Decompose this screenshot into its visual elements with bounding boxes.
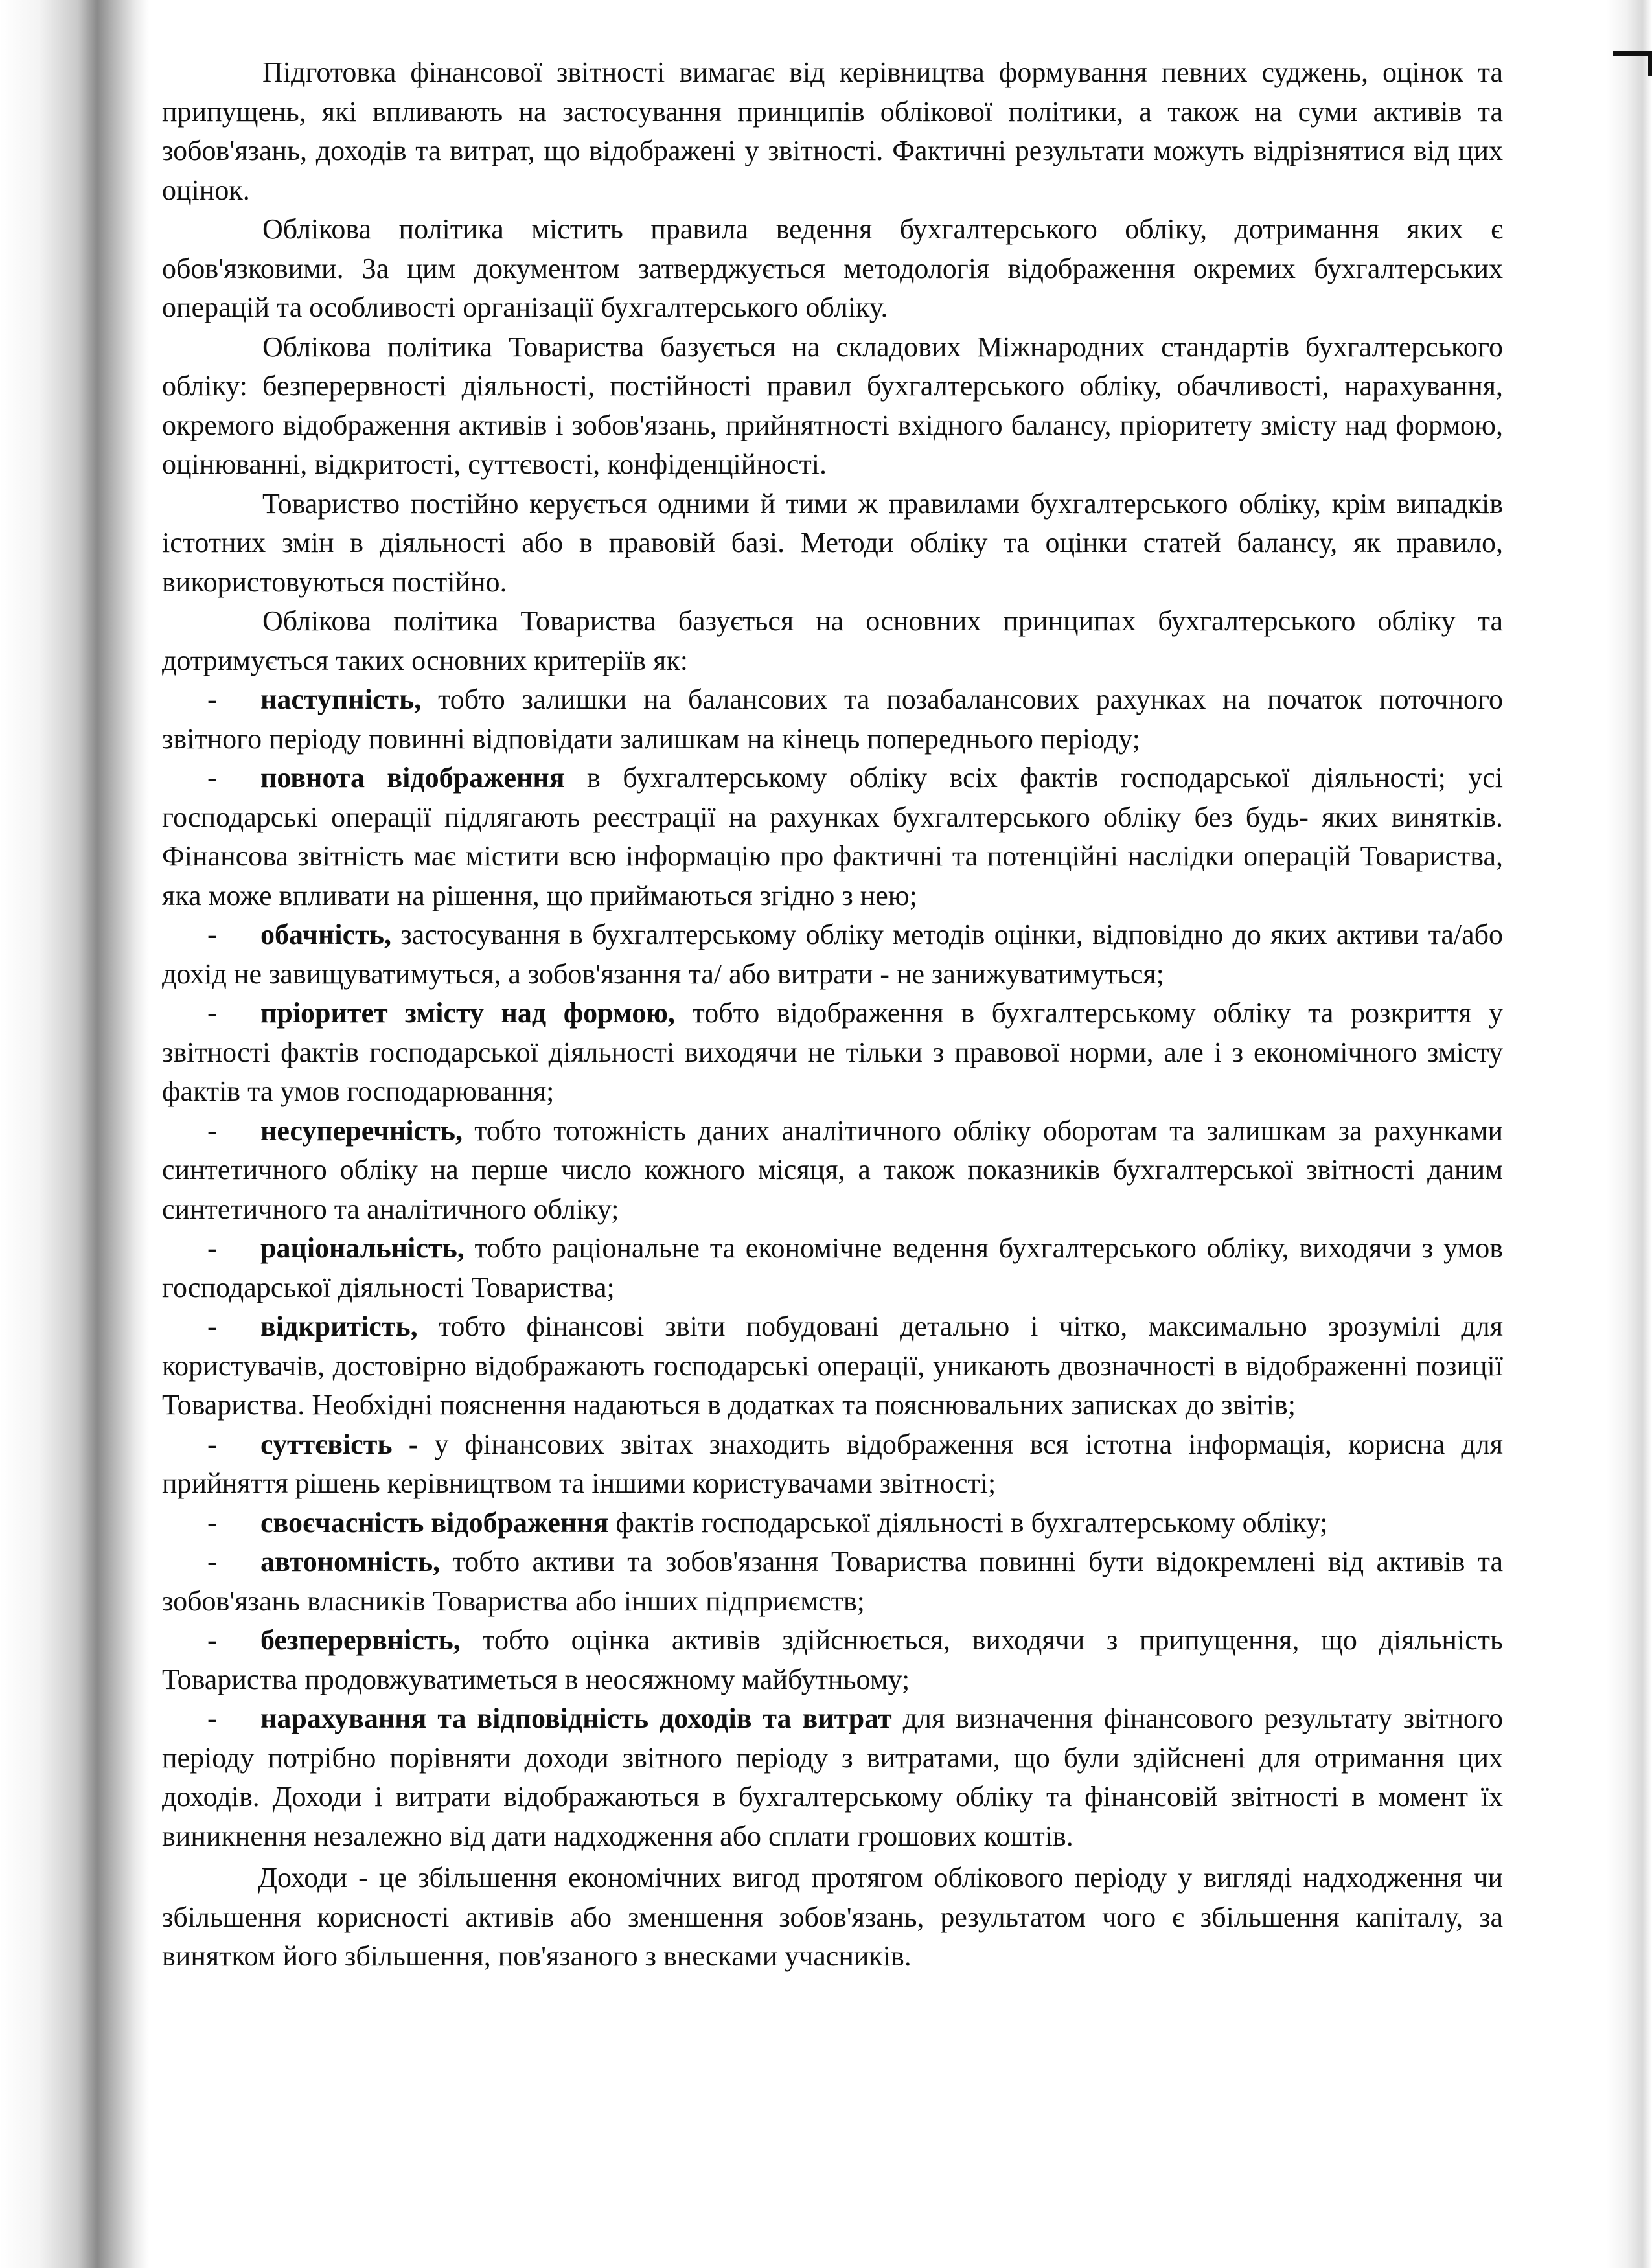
- criterion-text: тобто фінансові звіти побудовані детально і чітко, максимально зрозумілі для користувачів, достовірно відображають господарські операції, уникають двозначності в відображенні позиції Товариства. Необхідні пояснення надаються в додатках та пояснювальних записках до звітів;: [162, 1311, 1503, 1421]
- criterion-term: суттєвість -: [260, 1428, 419, 1460]
- criterion-item: [162, 1621, 1503, 1699]
- criterion-term: нарахування та відповідність доходів та витрат: [260, 1702, 892, 1734]
- paragraph-income-definition: Доходи - це збільшення економічних вигод протягом облікового періоду у вигляді надходження чи збільшення корисності активів або зменшення зобов'язань, результатом чого є збільшення капіталу, за винятком його збільшення, пов'язаного з внесками учасників.: [162, 1862, 1503, 1972]
- criterion-item: [162, 1504, 1503, 1543]
- list-dash: -: [207, 1506, 217, 1539]
- scan-shadow-left: [0, 0, 149, 2268]
- list-dash: -: [207, 762, 217, 794]
- list-dash: -: [207, 1114, 217, 1147]
- list-dash: -: [207, 1232, 217, 1264]
- criterion-text: у фінансових звітах знаходить відображення вся істотна інформація, корисна для прийняття рішень керівництвом та іншими користувачами звітності;: [162, 1428, 1503, 1499]
- criterion-text: тобто раціональне та економічне ведення бухгалтерського обліку, виходячи з умов господарської діяльності Товариства;: [162, 1232, 1503, 1303]
- paragraph-policy-rules: Облікова політика містить правила ведення бухгалтерського обліку, дотримання яких є обов'язковими. За цим документом затверджується методологія відображення окремих бухгалтерських операцій та особливості організації бухгалтерського обліку.: [162, 213, 1503, 323]
- criterion-text: тобто залишки на балансових та позабалансових рахунках на початок поточного звітного періоду повинні відповідати залишкам на кінець попереднього періоду;: [162, 683, 1503, 755]
- list-dash: -: [207, 1428, 217, 1460]
- criterion-item: [162, 915, 1503, 994]
- paragraph-policy-standards: Облікова політика Товариства базується на складових Міжнародних стандартів бухгалтерського обліку: безперервності діяльності, постійності правил бухгалтерського обліку, обачливості, нарахування, окремого відображення активів і зобов'язань, прийнятності вхідного балансу, пріоритету змісту над формою, оцінюванні, відкритості, суттєвості, конфіденційності.: [162, 330, 1503, 480]
- scan-corner-mark-vertical: [1648, 51, 1652, 76]
- criterion-term: автономність,: [260, 1546, 441, 1577]
- list-dash: -: [207, 1546, 217, 1577]
- criterion-term: несуперечність,: [260, 1114, 463, 1147]
- criterion-term: безперервність,: [260, 1624, 461, 1656]
- list-dash: -: [207, 1702, 217, 1734]
- scan-corner-mark: [1613, 51, 1652, 56]
- list-dash: -: [207, 997, 217, 1029]
- list-dash: -: [207, 683, 217, 715]
- paragraph-criteria-intro: Облікова політика Товариства базується на основних принципах бухгалтерського обліку та дотримується таких основних критеріїв як:: [162, 605, 1503, 676]
- criterion-item: [162, 1699, 1503, 1856]
- criterion-text: для визначення фінансового результату звітного періоду потрібно порівняти доходи звітного періоду з витратами, що були здійснені для отримання цих доходів. Доходи і витрати відображаються в бухгалтерському обліку та фінансовій звітності в момент їх виникнення незалежно від дати надходження або сплати грошових коштів.: [162, 1702, 1503, 1852]
- criterion-text: тобто оцінка активів здійснюється, виходячи з припущення, що діяльність Товариства продовжуватиметься в неосяжному майбутньому;: [162, 1624, 1503, 1695]
- paragraph-estimates: Підготовка фінансової звітності вимагає від керівництва формування певних суджень, оцінок та припущень, які впливають на застосування принципів облікової політики, а також на суми активів та зобов'язань, доходів та витрат, що відображені у звітності. Фактичні результати можуть відрізнятися від цих оцінок.: [162, 56, 1503, 206]
- criterion-item: [162, 1542, 1503, 1621]
- criterion-term: раціональність,: [260, 1232, 465, 1264]
- criterion-term: наступність,: [260, 683, 422, 715]
- scan-shadow-right: [1607, 0, 1652, 2268]
- criterion-item: [162, 1229, 1503, 1307]
- list-dash: -: [207, 1624, 217, 1656]
- criterion-item: [162, 1307, 1503, 1425]
- criterion-text: тобто відображення в бухгалтерському обліку та розкриття у звітності фактів господарської діяльності виходячи не тільки з правової норми, але і з економічного змісту фактів та умов господарювання;: [162, 997, 1503, 1107]
- list-dash: -: [207, 919, 217, 950]
- criterion-term: відкритість,: [260, 1311, 418, 1342]
- criterion-text: тобто активи та зобов'язання Товариства повинні бути відокремлені від активів та зобов'язань власників Товариства або інших підприємств;: [162, 1546, 1503, 1617]
- criterion-item: [162, 1112, 1503, 1230]
- criterion-text: в бухгалтерському обліку всіх фактів господарської діяльності; усі господарські операції підлягають реєстрації на рахунках бухгалтерського обліку без будь- яких винятків. Фінансова звітність має містити всю інформацію про фактичні та потенційні наслідки операцій Товариства, яка може впливати на рішення, що приймаються згідно з нею;: [162, 762, 1504, 911]
- document-page: [162, 53, 1503, 1976]
- list-dash: -: [207, 1311, 217, 1342]
- criterion-text: тобто тотожність даних аналітичного обліку оборотам та залишкам за рахунками синтетичного обліку на перше число кожного місяця, а також показників бухгалтерської звітності даним синтетичного та аналітичного обліку;: [162, 1114, 1503, 1225]
- criterion-item: [162, 759, 1503, 915]
- criterion-term: обачність,: [260, 919, 392, 950]
- paragraph-consistency: Товариство постійно керується одними й тими ж правилами бухгалтерського обліку, крім випадків істотних змін в діяльності або в правовій базі. Методи обліку та оцінки статей балансу, як правило, використовуються постійно.: [162, 487, 1503, 598]
- criterion-text: фактів господарської діяльності в бухгалтерському обліку;: [608, 1506, 1328, 1539]
- criterion-item: [162, 1425, 1503, 1504]
- criterion-term: повнота відображення: [260, 762, 565, 794]
- criterion-item: [162, 994, 1503, 1112]
- criterion-term: пріоритет змісту над формою,: [260, 997, 675, 1029]
- criterion-term: своєчасність відображення: [260, 1506, 609, 1539]
- criterion-text: застосування в бухгалтерському обліку методів оцінки, відповідно до яких активи та/або дохід не завищуватимуться, а зобов'язання та/ або витрати - не занижуватимуться;: [162, 919, 1503, 990]
- criterion-item: [162, 680, 1503, 759]
